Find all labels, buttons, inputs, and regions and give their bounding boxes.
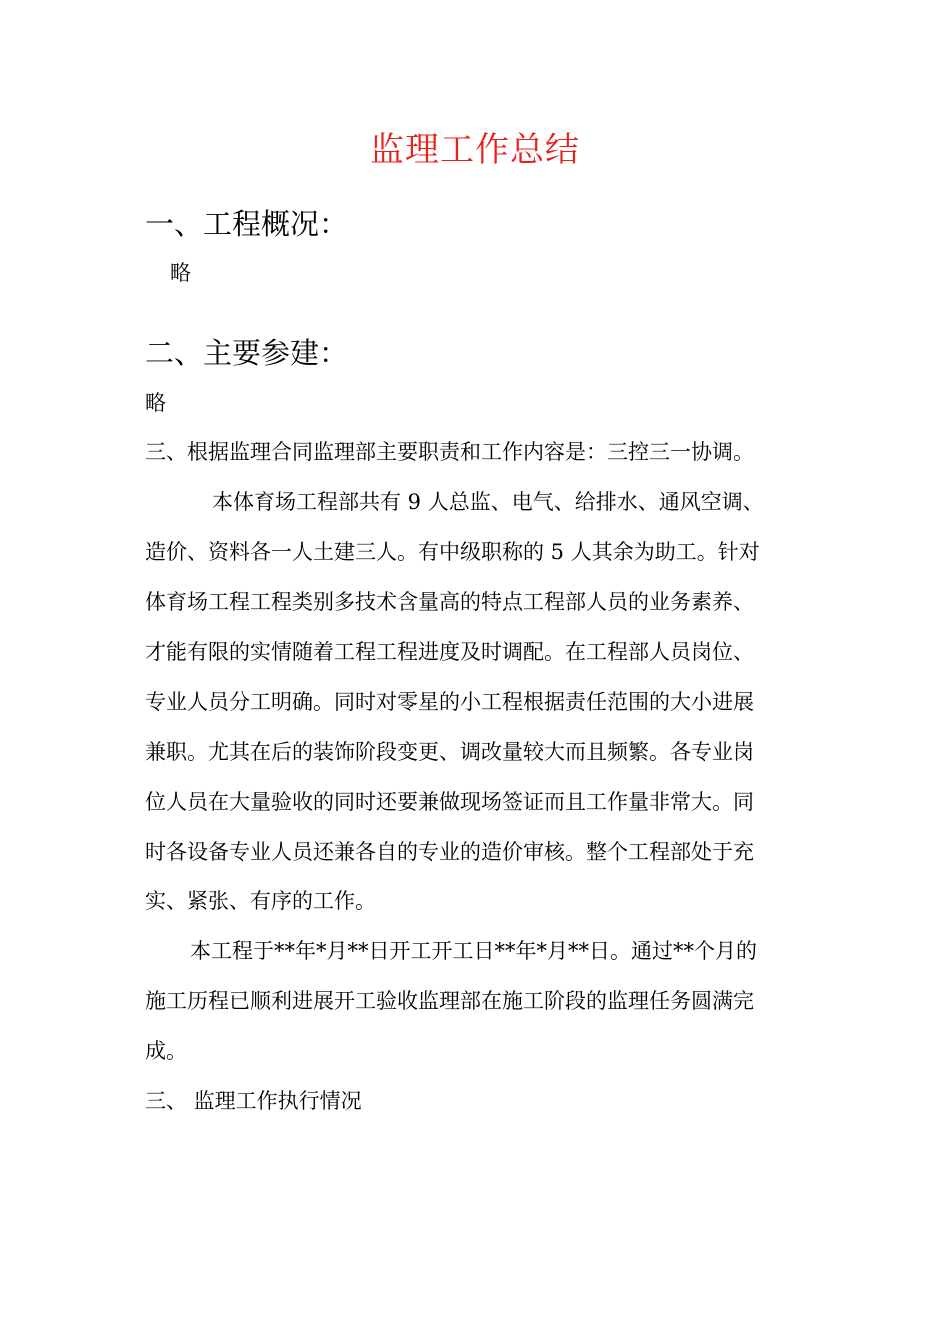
paragraph-line: 位人员在大量验收的同时还要兼做现场签证而且工作量非常大。同 (145, 790, 754, 814)
section-body-participants: 略 (145, 391, 166, 415)
paragraph-line: 专业人员分工明确。同时对零星的小工程根据责任范围的大小进展 (145, 690, 754, 714)
paragraph-line: 实、紧张、有序的工作。 (145, 889, 376, 913)
paragraph-line: 本工程于**年*月**日开工开工日**年*月**日。通过**个月的 (190, 939, 757, 963)
paragraph-line: 本体育场工程部共有 9 人总监、电气、给排水、通风空调、 (212, 490, 764, 514)
paragraph-line: 造价、资料各一人土建三人。有中级职称的 5 人其余为助工。针对 (145, 540, 760, 564)
paragraph-line: 体育场工程工程类别多技术含量高的特点工程部人员的业务素养、 (145, 590, 754, 614)
paragraph-line: 才能有限的实情随着工程工程进度及时调配。在工程部人员岗位、 (145, 640, 754, 664)
section-body-overview: 略 (170, 261, 191, 285)
paragraph-line: 施工历程已顺利进展开工验收监理部在施工阶段的监理任务圆满完 (145, 989, 754, 1013)
section-heading-overview: 一、工程概况： (145, 207, 349, 241)
paragraph-line: 时各设备专业人员还兼各自的专业的造价审核。整个工程部处于充 (145, 840, 754, 864)
section-heading-participants: 二、主要参建： (145, 336, 349, 370)
paragraph-line: 兼职。尤其在后的装饰阶段变更、调改量较大而且频繁。各专业岗 (145, 740, 754, 764)
section-heading-duties: 三、根据监理合同监理部主要职责和工作内容是：三控三一协调。 (145, 440, 754, 464)
document-title: 监理工作总结 (370, 130, 580, 170)
paragraph-line: 成。 (145, 1039, 187, 1063)
section-heading-execution: 三、 监理工作执行情况 (145, 1089, 362, 1113)
